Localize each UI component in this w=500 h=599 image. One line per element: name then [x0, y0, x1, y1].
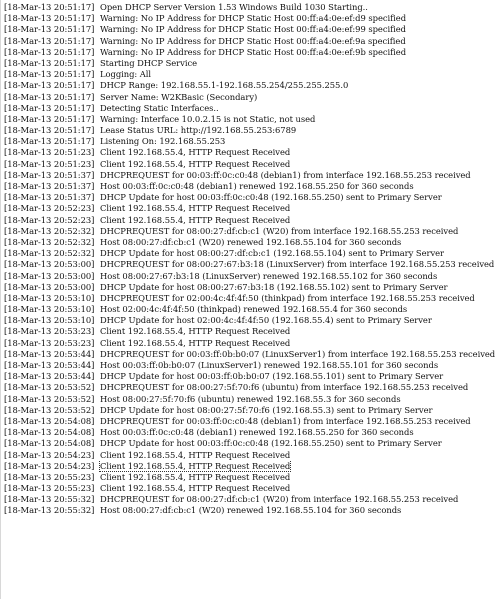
log-line[interactable] — [4, 427, 500, 438]
log-line[interactable] — [4, 47, 500, 58]
log-timestamp: [18-Mar-13 20:53:10] — [4, 292, 95, 303]
log-timestamp: [18-Mar-13 20:54:23] — [4, 460, 95, 471]
log-message: Starting DHCP Service — [100, 57, 197, 68]
log-message: DHCP Range: 192.168.55.1-192.168.55.254/255.255.255.0 — [100, 80, 349, 91]
log-message: Client 192.168.55.4, HTTP Request Received — [100, 460, 291, 471]
log-line[interactable] — [4, 382, 500, 393]
log-line[interactable] — [4, 69, 500, 80]
log-timestamp: [18-Mar-13 20:52:23] — [4, 214, 95, 225]
log-timestamp: [18-Mar-13 20:52:32] — [4, 225, 95, 236]
log-timestamp: [18-Mar-13 20:51:17] — [4, 46, 95, 57]
log-line[interactable] — [4, 2, 500, 13]
log-message: Client 192.168.55.4, HTTP Request Received — [100, 337, 291, 348]
log-timestamp: [18-Mar-13 20:55:23] — [4, 471, 95, 482]
log-message: Host 00:03:ff:0b:b0:07 (LinuxServer1) renewed 192.168.55.101 for 360 seconds — [100, 360, 439, 370]
log-line[interactable] — [4, 315, 500, 326]
log-line[interactable] — [4, 125, 500, 136]
log-timestamp: [18-Mar-13 20:51:17] — [4, 2, 95, 12]
log-timestamp: [18-Mar-13 20:52:23] — [4, 203, 95, 214]
log-timestamp: [18-Mar-13 20:53:23] — [4, 337, 95, 348]
log-line[interactable] — [4, 416, 500, 427]
log-message: DHCPREQUEST for 00:03:ff:0c:c0:48 (debian1) from interface 192.168.55.253 received — [100, 415, 471, 426]
log-message: Warning: No IP Address for DHCP Static Host 00:ff:a4:0e:ef:9a specified — [100, 35, 406, 46]
log-message: Host 08:00:27:df:cb:c1 (W20) renewed 192.168.55.104 for 360 seconds — [100, 505, 402, 516]
log-message: Client 192.168.55.4, HTTP Request Received — [100, 203, 291, 214]
log-timestamp: [18-Mar-13 20:51:17] — [4, 136, 95, 147]
log-line[interactable] — [4, 450, 500, 461]
log-timestamp: [18-Mar-13 20:52:32] — [4, 248, 95, 259]
log-timestamp: [18-Mar-13 20:54:08] — [4, 427, 95, 438]
log-line[interactable] — [4, 170, 500, 181]
log-message: Warning: No IP Address for DHCP Static Host 00:ff:a4:0e:ef:99 specified — [100, 24, 406, 35]
log-message: Client 192.168.55.4, HTTP Request Received — [100, 147, 291, 158]
log-timestamp: [18-Mar-13 20:51:23] — [4, 158, 95, 169]
log-line[interactable] — [4, 147, 500, 158]
log-timestamp: [18-Mar-13 20:53:00] — [4, 270, 95, 281]
log-timestamp: [18-Mar-13 20:51:17] — [4, 13, 95, 24]
log-timestamp: [18-Mar-13 20:53:52] — [4, 404, 95, 415]
log-message: Client 192.168.55.4, HTTP Request Received — [100, 158, 291, 169]
log-list — [4, 2, 500, 517]
log-timestamp: [18-Mar-13 20:53:00] — [4, 259, 95, 270]
log-line[interactable] — [4, 36, 500, 47]
log-timestamp: [18-Mar-13 20:53:44] — [4, 360, 95, 370]
log-timestamp: [18-Mar-13 20:51:17] — [4, 69, 95, 80]
log-line[interactable] — [4, 13, 500, 24]
log-timestamp: [18-Mar-13 20:51:17] — [4, 24, 95, 35]
log-line[interactable] — [4, 181, 500, 192]
log-timestamp: [18-Mar-13 20:51:17] — [4, 125, 95, 136]
log-line[interactable] — [4, 293, 500, 304]
log-timestamp: [18-Mar-13 20:54:08] — [4, 415, 95, 426]
log-line[interactable] — [4, 282, 500, 293]
log-timestamp: [18-Mar-13 20:51:23] — [4, 147, 95, 158]
log-timestamp: [18-Mar-13 20:51:17] — [4, 113, 95, 124]
log-message: Client 192.168.55.4, HTTP Request Received — [100, 483, 291, 494]
log-timestamp: [18-Mar-13 20:53:52] — [4, 382, 95, 393]
log-message: Host 00:03:ff:0c:c0:48 (debian1) renewed 192.168.55.250 for 360 seconds — [100, 181, 414, 191]
log-message: Warning: No IP Address for DHCP Static Host 00:ff:a4:0e:ef:9b specified — [100, 46, 407, 57]
log-line[interactable] — [4, 461, 500, 472]
log-line[interactable] — [4, 371, 500, 382]
log-timestamp: [18-Mar-13 20:53:44] — [4, 371, 95, 382]
log-timestamp: [18-Mar-13 20:51:17] — [4, 80, 95, 91]
log-line[interactable] — [4, 438, 500, 449]
log-line[interactable] — [4, 58, 500, 69]
log-line[interactable] — [4, 159, 500, 170]
log-message: Listening On: 192.168.55.253 — [100, 136, 226, 147]
log-timestamp: [18-Mar-13 20:51:37] — [4, 181, 95, 191]
log-line[interactable] — [4, 248, 500, 259]
log-message: Logging: All — [100, 69, 152, 80]
log-message: DHCPREQUEST for 08:00:27:df:cb:c1 (W20) from interface 192.168.55.253 received — [100, 494, 459, 505]
log-line[interactable] — [4, 494, 500, 505]
log-message: DHCP Update for host 08:00:27:67:b3:18 (192.168.55.102) sent to Primary Server — [100, 281, 448, 292]
log-timestamp: [18-Mar-13 20:51:17] — [4, 91, 95, 102]
log-line[interactable] — [4, 405, 500, 416]
log-message: Server Name: W2KBasic (Secondary) — [100, 91, 258, 102]
log-line[interactable] — [4, 24, 500, 35]
log-line[interactable] — [4, 226, 500, 237]
log-message: Open DHCP Server Version 1.53 Windows Build 1030 Starting.. — [100, 2, 368, 12]
log-message: Lease Status URL: http://192.168.55.253:6789 — [100, 125, 297, 136]
log-message: DHCPREQUEST for 08:00:27:67:b3:18 (LinuxServer) from interface 192.168.55.253 received — [100, 259, 495, 270]
log-timestamp: [18-Mar-13 20:51:37] — [4, 192, 95, 203]
log-message: DHCPREQUEST for 00:03:ff:0c:c0:48 (debian1) from interface 192.168.55.253 received — [100, 169, 471, 180]
log-line[interactable] — [4, 338, 500, 349]
log-message: DHCPREQUEST for 02:00:4c:4f:4f:50 (thinkpad) from interface 192.168.55.253 received — [100, 292, 475, 303]
log-message: DHCPREQUEST for 08:00:27:df:cb:c1 (W20) from interface 192.168.55.253 received — [100, 225, 459, 236]
log-message: Host 08:00:27:5f:70:f6 (ubuntu) renewed 192.168.55.3 for 360 seconds — [100, 393, 401, 404]
log-line[interactable] — [4, 237, 500, 248]
log-line[interactable] — [4, 203, 500, 214]
log-timestamp: [18-Mar-13 20:51:17] — [4, 35, 95, 46]
log-message: Host 08:00:27:df:cb:c1 (W20) renewed 192.168.55.104 for 360 seconds — [100, 236, 402, 247]
log-line[interactable] — [4, 394, 500, 405]
log-timestamp: [18-Mar-13 20:52:32] — [4, 236, 95, 247]
log-line[interactable] — [4, 304, 500, 315]
log-line[interactable] — [4, 103, 500, 114]
log-message: Client 192.168.55.4, HTTP Request Received — [100, 214, 291, 225]
log-message: DHCP Update for host 00:03:ff:0c:c0:48 (192.168.55.250) sent to Primary Server — [100, 192, 442, 203]
log-line[interactable] — [4, 271, 500, 282]
log-message: DHCP Update for host 00:03:ff:0b:b0:07 (192.168.55.101) sent to Primary Server — [100, 371, 444, 382]
log-line[interactable] — [4, 136, 500, 147]
log-message: Client 192.168.55.4, HTTP Request Received — [100, 449, 291, 460]
log-timestamp: [18-Mar-13 20:53:10] — [4, 304, 95, 315]
log-timestamp: [18-Mar-13 20:51:17] — [4, 57, 95, 68]
log-timestamp: [18-Mar-13 20:51:17] — [4, 102, 95, 113]
log-line[interactable] — [4, 92, 500, 103]
log-timestamp: [18-Mar-13 20:53:00] — [4, 281, 95, 292]
log-timestamp: [18-Mar-13 20:54:08] — [4, 438, 95, 449]
log-message: Host 00:03:ff:0c:c0:48 (debian1) renewed 192.168.55.250 for 360 seconds — [100, 427, 414, 438]
log-timestamp: [18-Mar-13 20:53:52] — [4, 393, 95, 404]
log-timestamp: [18-Mar-13 20:51:37] — [4, 169, 95, 180]
log-line[interactable] — [4, 472, 500, 483]
log-timestamp: [18-Mar-13 20:53:44] — [4, 348, 95, 359]
log-timestamp: [18-Mar-13 20:55:32] — [4, 494, 95, 505]
log-line[interactable] — [4, 259, 500, 270]
log-line[interactable] — [4, 360, 500, 371]
log-line[interactable] — [4, 349, 500, 360]
log-timestamp: [18-Mar-13 20:55:23] — [4, 483, 95, 494]
log-message: DHCP Update for host 08:00:27:5f:70:f6 (192.168.55.3) sent to Primary Server — [100, 404, 433, 415]
log-message: Host 02:00:4c:4f:4f:50 (thinkpad) renewed 192.168.55.4 for 360 seconds — [100, 304, 408, 315]
log-line[interactable] — [4, 114, 500, 125]
log-line[interactable] — [4, 215, 500, 226]
log-line[interactable] — [4, 505, 500, 516]
log-timestamp: [18-Mar-13 20:55:32] — [4, 505, 95, 516]
log-message: Client 192.168.55.4, HTTP Request Received — [100, 326, 291, 337]
log-line[interactable] — [4, 483, 500, 494]
log-message: Detecting Static Interfaces.. — [100, 102, 219, 113]
log-timestamp: [18-Mar-13 20:53:23] — [4, 326, 95, 337]
log-line[interactable] — [4, 192, 500, 203]
log-timestamp: [18-Mar-13 20:54:23] — [4, 449, 95, 460]
log-message: Host 08:00:27:67:b3:18 (LinuxServer) renewed 192.168.55.102 for 360 seconds — [100, 270, 438, 281]
log-message: DHCPREQUEST for 00:03:ff:0b:b0:07 (LinuxServer1) from interface 192.168.55.253 received — [100, 348, 496, 359]
log-message: Warning: Interface 10.0.2.15 is not Static, not used — [100, 113, 316, 124]
log-message: Client 192.168.55.4, HTTP Request Received — [100, 471, 291, 482]
log-message: DHCP Update for host 08:00:27:df:cb:c1 (192.168.55.104) sent to Primary Server — [100, 248, 445, 259]
log-message: DHCP Update for host 02:00:4c:4f:4f:50 (192.168.55.4) sent to Primary Server — [100, 315, 432, 326]
log-line[interactable] — [4, 80, 500, 91]
log-message: Warning: No IP Address for DHCP Static Host 00:ff:a4:0e:ef:d9 specified — [100, 13, 407, 24]
log-message: DHCPREQUEST for 08:00:27:5f:70:f6 (ubuntu) from interface 192.168.55.253 received — [100, 382, 469, 393]
log-timestamp: [18-Mar-13 20:53:10] — [4, 315, 95, 326]
log-message: DHCP Update for host 00:03:ff:0c:c0:48 (192.168.55.250) sent to Primary Server — [100, 438, 442, 449]
log-line[interactable] — [4, 326, 500, 337]
